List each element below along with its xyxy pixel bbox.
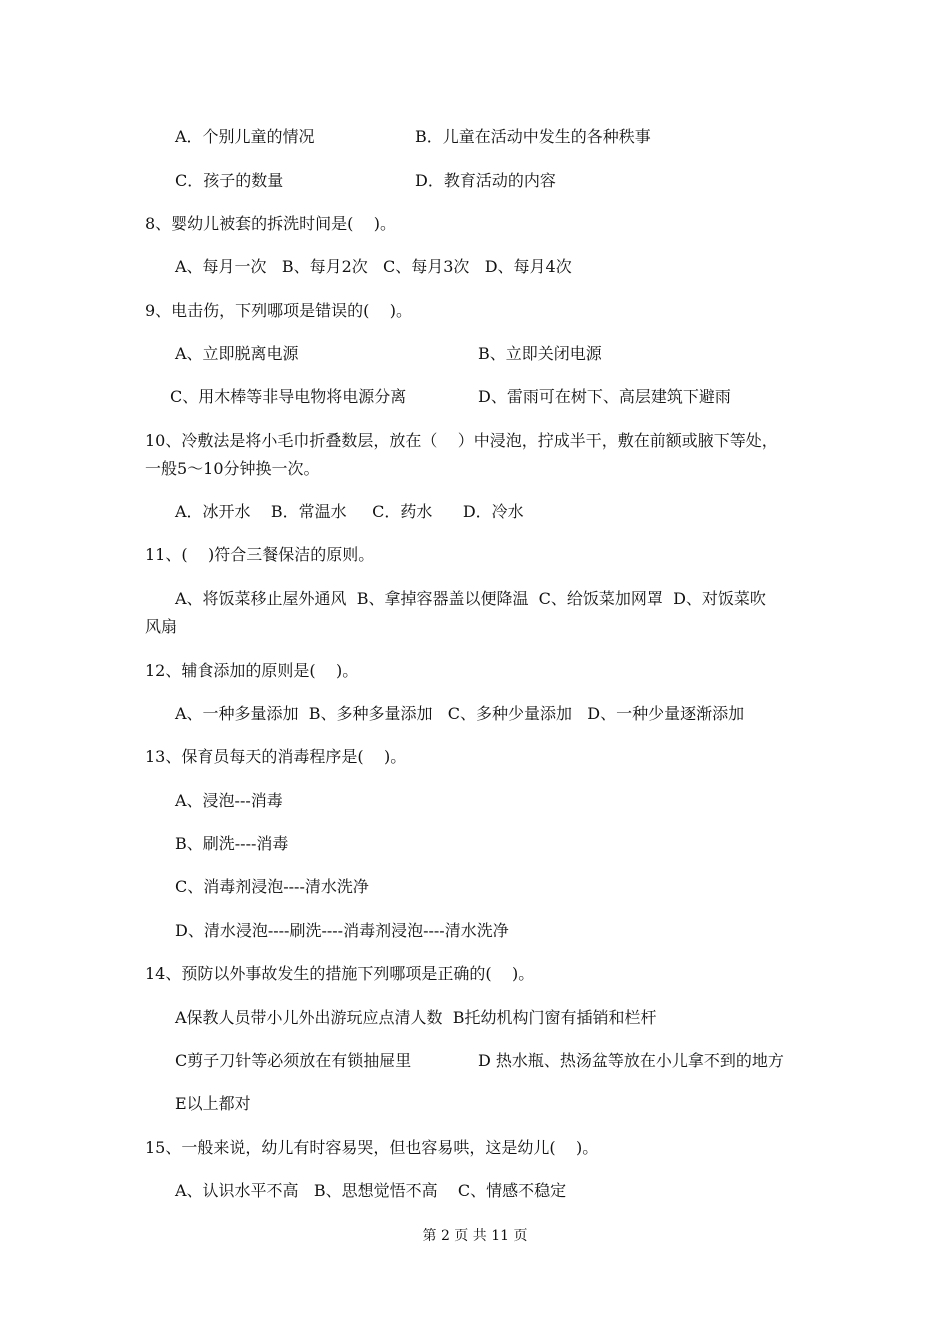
q8-options: A、每月一次 B、每月2次 C、每月3次 D、每月4次 xyxy=(175,257,572,276)
q13-stem: 13、保育员每天的消毒程序是( )。 xyxy=(145,747,407,766)
q13-option-b: B、刷洗----消毒 xyxy=(175,834,289,853)
q11-stem: 11、( )符合三餐保洁的原则。 xyxy=(145,545,375,564)
q9-option-d: D、雷雨可在树下、高层建筑下避雨 xyxy=(478,387,731,406)
q7-option-b: B．儿童在活动中发生的各种秩事 xyxy=(415,127,651,146)
q12-options: A、一种多量添加 B、多种多量添加 C、多种少量添加 D、一种少量逐渐添加 xyxy=(175,704,745,723)
q9-stem: 9、电击伤，下列哪项是错误的( )。 xyxy=(145,301,413,320)
q14-option-c: C剪子刀针等必须放在有锁抽屉里 xyxy=(175,1051,412,1070)
q14-option-a-b: A保教人员带小儿外出游玩应点清人数 B托幼机构门窗有插销和栏杆 xyxy=(175,1008,657,1027)
q9-option-c: C、用木棒等非导电物将电源分离 xyxy=(170,387,407,406)
q15-options: A、认识水平不高 B、思想觉悟不高 C、情感不稳定 xyxy=(175,1181,567,1200)
q8-stem: 8、婴幼儿被套的拆洗时间是( )。 xyxy=(145,214,397,233)
page-footer: 第 2 页 共 11 页 xyxy=(422,1228,528,1244)
q9-option-b: B、立即关闭电源 xyxy=(478,344,602,363)
q13-option-d: D、清水浸泡----刷洗----消毒剂浸泡----清水洗净 xyxy=(175,921,509,940)
q10-stem-line1: 10、冷敷法是将小毛巾折叠数层，放在（ ）中浸泡，拧成半干，敷在前额或腋下等处， xyxy=(145,431,778,450)
q14-stem: 14、预防以外事故发生的措施下列哪项是正确的( )。 xyxy=(145,964,535,983)
q10-options: A．冰开水 B．常温水 C．药水 D．冷水 xyxy=(175,502,524,521)
q13-option-c: C、消毒剂浸泡----清水洗净 xyxy=(175,877,369,896)
q9-option-a: A、立即脱离电源 xyxy=(175,344,299,363)
q7-option-a: A．个别儿童的情况 xyxy=(175,127,315,146)
q11-options-line1: A、将饭菜移止屋外通风 B、拿掉容器盖以便降温 C、给饭菜加网罩 D、对饭菜吹 xyxy=(175,589,766,608)
q11-options-line2: 风扇 xyxy=(145,617,178,636)
q12-stem: 12、辅食添加的原则是( )。 xyxy=(145,661,359,680)
q7-option-d: D．教育活动的内容 xyxy=(415,171,556,190)
q14-option-d: D 热水瓶、热汤盆等放在小儿拿不到的地方 xyxy=(478,1051,784,1070)
q15-stem: 15、一般来说，幼儿有时容易哭，但也容易哄，这是幼儿( )。 xyxy=(145,1138,599,1157)
q7-option-c: C．孩子的数量 xyxy=(175,171,284,190)
q10-stem-line2: 一般5～10分钟换一次。 xyxy=(145,459,320,478)
q13-option-a: A、浸泡---消毒 xyxy=(175,791,283,810)
q14-option-e: E以上都对 xyxy=(175,1094,251,1113)
